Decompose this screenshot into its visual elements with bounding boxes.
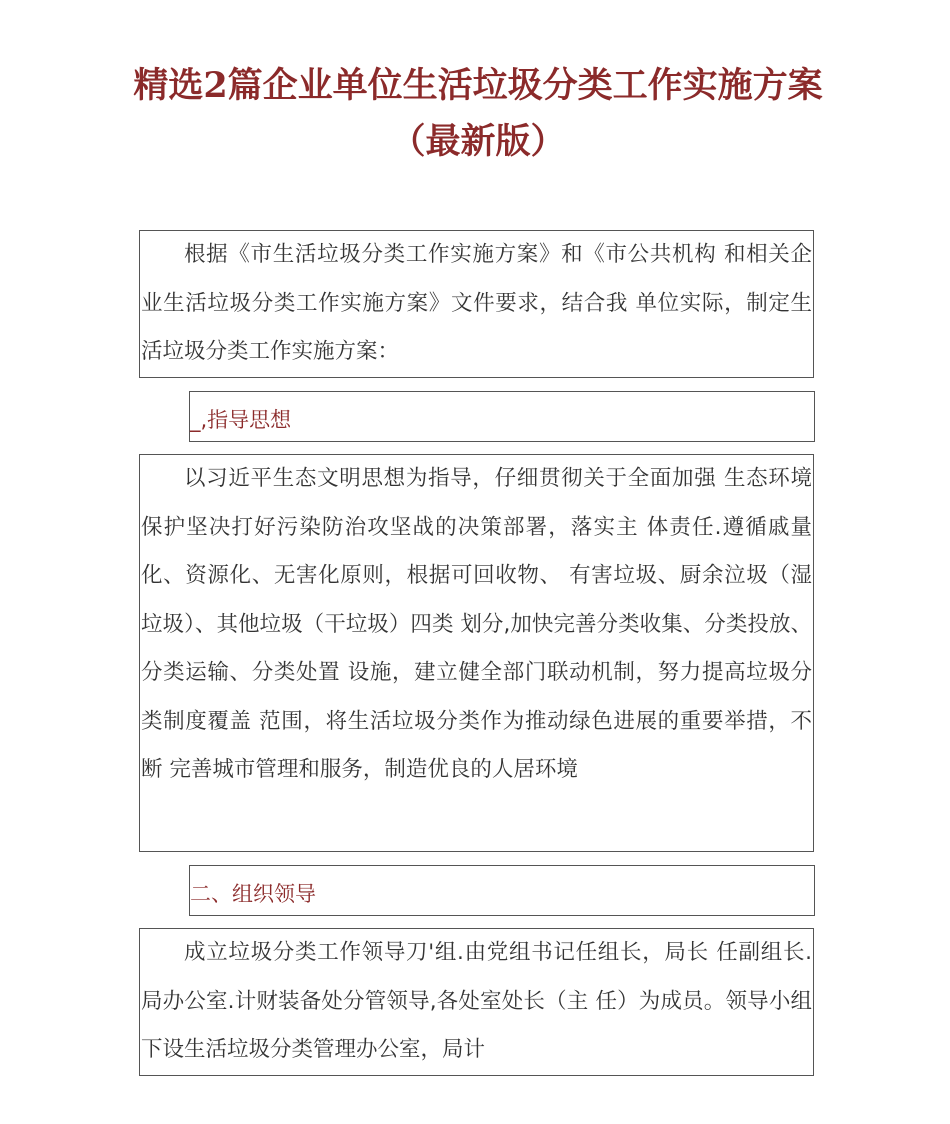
organization-leadership-paragraph: 成立垃圾分类工作领导刀'组.由党组书记任组长，局长 任副组长.局办公室.计财装备处分管领导,各处室处长（主 任）为成员。领导小组下设生活垃圾分类管理办公室，局计	[141, 940, 812, 1062]
guiding-ideology-paragraph: 以习近平生态文明思想为指导，仔细贯彻关于全面加强 生态环境保护坚决打好污染防治攻坚战的决策部署，落实主 体责任.遵循戚量化、资源化、无害化原则，根据可回收物、 有害垃圾、厨余泣圾（湿垃圾）、其他垃圾（干垃圾）四类 划分,加快完善分类收集、分类投放、分类运输、分类处置 设施，建立健全部门联动机制，努力提高垃圾分类制度覆盖 范围，将生活垃圾分类作为推动绿色进展的重要举措，不断 完善城市管理和服务，制造优良的人居环境	[141, 466, 812, 782]
guiding-ideology-box	[139, 454, 814, 852]
intro-paragraph: 根据《市生活垃圾分类工作实施方案》和《市公共机构 和相关企业生活垃圾分类工作实施方案》文件要求，结合我 单位实际，制定生活垃圾分类工作实施方案：	[141, 242, 812, 364]
section-heading-organization-leadership: 二、组织领导	[189, 865, 815, 916]
section-heading-guiding-ideology: _,指导思想	[189, 391, 815, 442]
document-title: 精选2篇企业单位生活垃圾分类工作实施方案（最新版）	[133, 65, 823, 162]
intro-box	[139, 230, 814, 378]
organization-leadership-box	[139, 928, 814, 1076]
